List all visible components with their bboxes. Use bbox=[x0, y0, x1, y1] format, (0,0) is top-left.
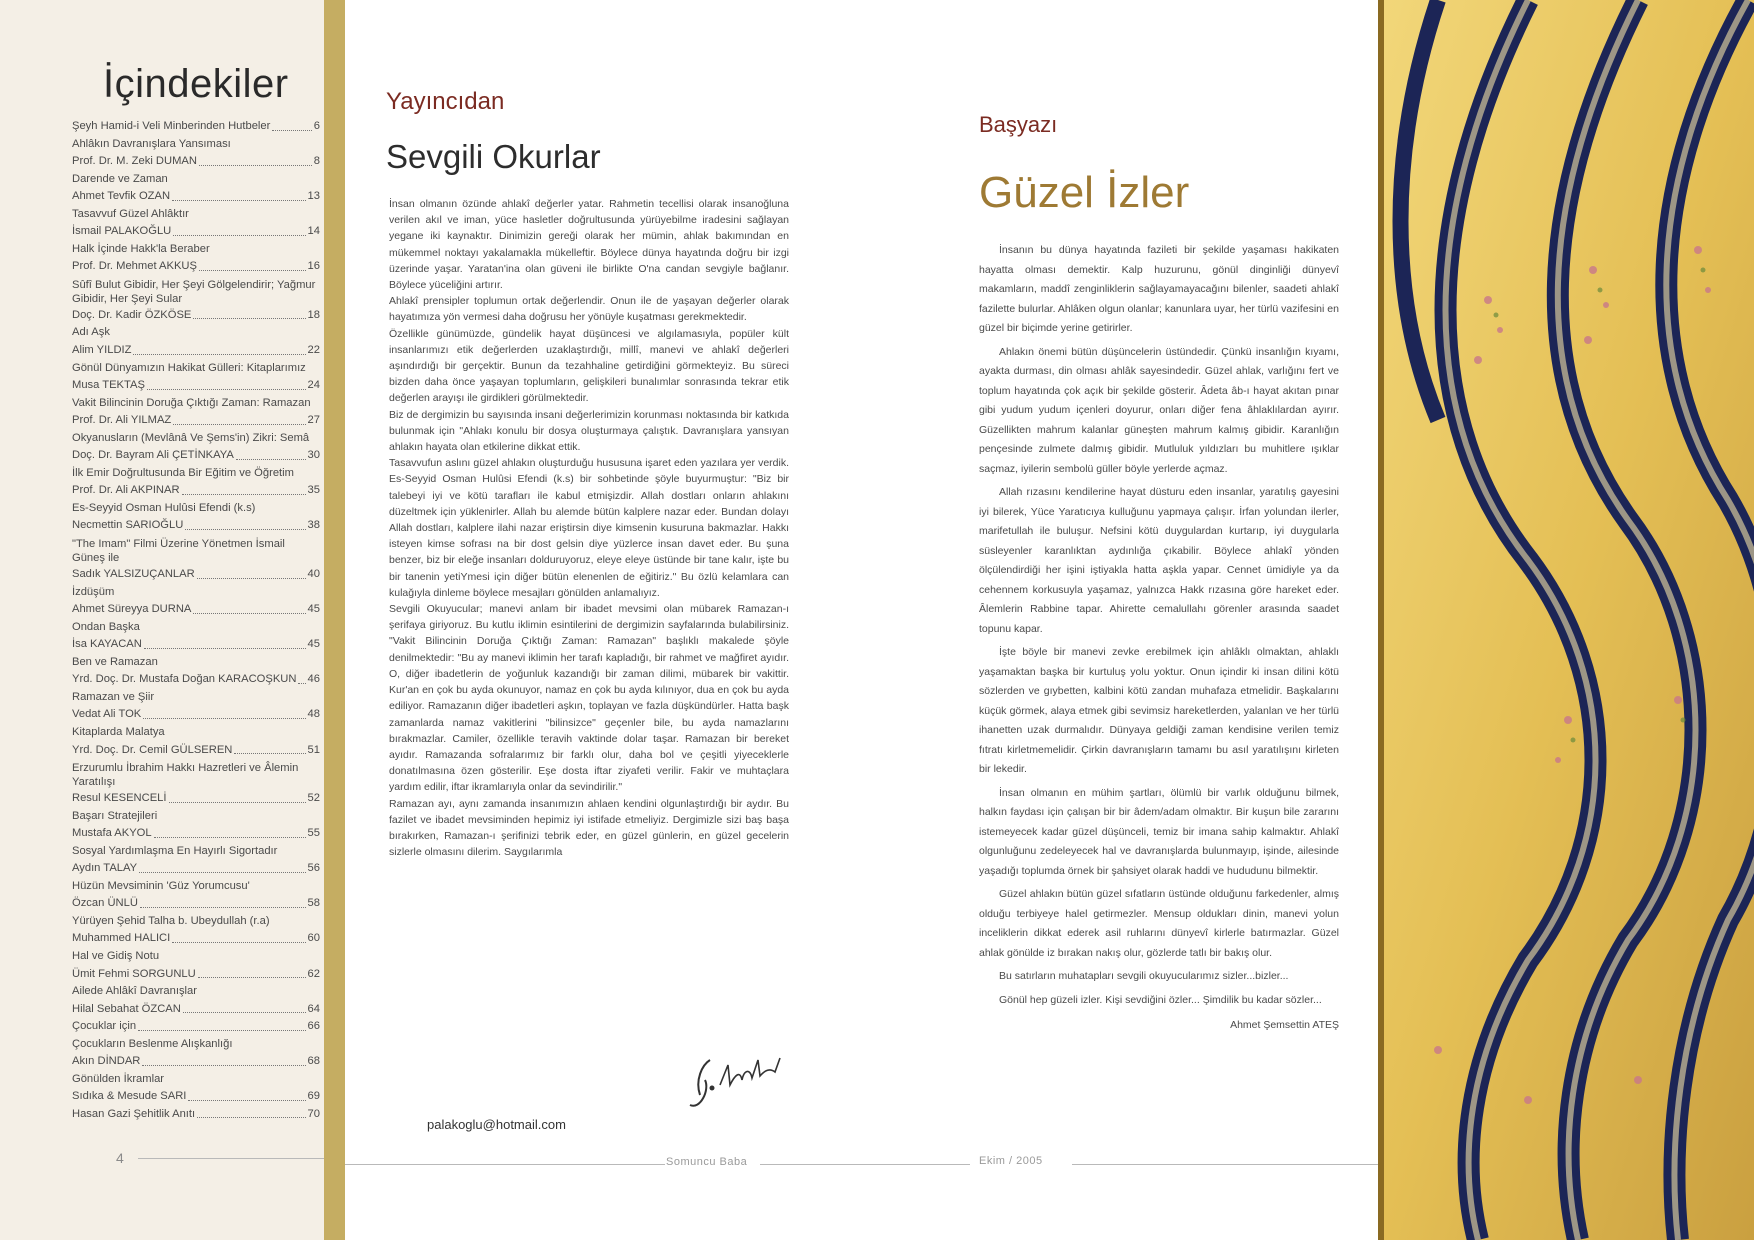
toc-item-page: 18 bbox=[307, 308, 320, 321]
gold-divider-band bbox=[324, 0, 345, 1240]
toc-item-text: Erzurumlu İbrahim Hakkı Hazretleri ve Âlemin Yaratılışı bbox=[72, 762, 299, 789]
toc-item-text: Prof. Dr. Ali YILMAZ bbox=[72, 414, 172, 427]
toc-item bbox=[72, 913, 320, 931]
toc-item-text: Resul KESENCELİ bbox=[72, 792, 167, 805]
toc-item-text: Vedat Ali TOK bbox=[72, 708, 142, 721]
toc-item-page: 68 bbox=[307, 1055, 320, 1068]
toc-leader-dots bbox=[138, 1018, 306, 1031]
toc-item bbox=[72, 930, 320, 948]
toc-item bbox=[72, 136, 320, 154]
toc-item bbox=[72, 724, 320, 742]
toc-item-page: 48 bbox=[307, 708, 320, 721]
article-paragraph: İnsanın bu dünya hayatında fazileti bir şekilde yaşaması hakikaten hayatta olması demektir. Kalp huzurunu, gönül dinginliği dünyevî makamların, maddî zenginliklerin sağlayamayacağını bilenler, saadeti ahlakî fazilette bulurlar. Ahlâken olgun olanlar; kanunlara uyar, her türlü vazifesini en güzel bir biçimde yerine getirirler. bbox=[979, 244, 1339, 334]
toc-item bbox=[72, 412, 320, 430]
toc-item bbox=[72, 223, 320, 241]
toc-item-text: Ümit Fehmi SORGUNLU bbox=[72, 967, 196, 980]
toc-item bbox=[72, 258, 320, 276]
toc-item bbox=[72, 517, 320, 535]
toc-item-text: Hilal Sebahat ÖZCAN bbox=[72, 1002, 181, 1015]
section-heading-basyazi: Başyazı bbox=[979, 112, 1058, 137]
toc-item bbox=[72, 808, 320, 826]
toc-item bbox=[72, 619, 320, 637]
toc-item bbox=[72, 671, 320, 689]
toc-item-page: 51 bbox=[307, 743, 320, 756]
toc-item-text: Alim YILDIZ bbox=[72, 344, 132, 357]
toc-item-text: Gönülden İkramlar bbox=[72, 1072, 165, 1085]
footer-date: Ekim / 2005 bbox=[979, 1155, 1043, 1167]
toc-item bbox=[72, 118, 320, 136]
toc-item-text: Hasan Gazi Şehitlik Anıtı bbox=[72, 1107, 196, 1120]
toc-item-text: Yrd. Doç. Dr. Mustafa Doğan KARACOŞKUN bbox=[72, 673, 297, 686]
toc-item-text: Ondan Başka bbox=[72, 620, 140, 633]
article-paragraph: Sevgili Okuyucular; manevi anlam bir ibadet mevsimi olan mübarek Ramazan-ı şerifaya giriyoruz. Bu kutlu iklimin esintilerini de dergimizin sayfalarında bulabilirsiniz. "Vakit Bilincinin Doruğa Çıktığı Zaman: Ramazan" başlıklı makalede şöyle denilmektedir: "Bu ay manevi iklimin her tarafı kapladığı, bir rahmet ve mağfiret ayıdır. O, diğer ibadetlerin de yoğunluk kazandığı bir zaman dilimi, mübarek bir vakittir. Kur'an en çok bu ayda okunuyor, namaz en çok bu ayda kılınıyor, dua en çok bu ayda ediliyor. Ramazanın diğer ibadetleri aşkın, toplayan ve fazla düşkündürler. Hatta başk zamanlarda namaz vakitlerini "bilinsizce" geçenler bile, bu ayda namazlarını bırakmazlar. Camiler, özellikle teravih vaktinde dolar taşar. Ramazan bir bereket ayıdır. Ramazanda sofralarımız bir farklı olur, daha bol ve çeşitli yiyeceklerle donatılmasına özen gösterilir. Eşe dosta iftar ziyafeti verilir. Fakir ve muhtaçlara yardım edilir, iftar ikramlarıyla onlar da sevindirilir." bbox=[389, 603, 789, 794]
toc-item-page: 64 bbox=[307, 1002, 320, 1015]
footer-rule-center bbox=[760, 1164, 970, 1165]
article-author: Ahmet Şemsettin ATEŞ bbox=[1230, 1019, 1339, 1031]
toc-item-text: Gönül Dünyamızın Hakikat Gülleri: Kitaplarımız bbox=[72, 361, 306, 374]
toc-item-page: 60 bbox=[307, 932, 320, 945]
toc-item-text: Mustafa AKYOL bbox=[72, 827, 152, 840]
toc-leader-dots bbox=[169, 790, 306, 803]
toc-item-page: 46 bbox=[307, 673, 320, 686]
toc-item bbox=[72, 188, 320, 206]
toc-item bbox=[72, 584, 320, 602]
toc-item-text: Aydın TALAY bbox=[72, 862, 138, 875]
footer-rule-center-left bbox=[345, 1164, 665, 1165]
toc-item-text: Necmettin SARIOĞLU bbox=[72, 519, 184, 532]
article-paragraph: Allah rızasını kendilerine hayat düsturu eden insanlar, yaratılış gayesini iyi bilerek, Yüce Yaratıcıya kulluğunu yapmaya çalışır. İrfan yolundan ilerler, marifetullah ile buluşur. Nefsini kötü duygulardan kurtarıp, iyi duygularla süsleyenler karanlıktan aydınlığa çıkabilir. Böylece ahlakî yönden ölçülendirdiği her işini iştiyakla hatta aşkla yapar. Cennet ümidiyle ya da cehennem korkusuyla yaşamaz, yalnızca Hakk rızasına göre hareket eder. Âlemlerin Rabbine tapar. Ahirette cemalullahı görenler arasında saadet topunu kapar. bbox=[979, 486, 1339, 635]
toc-item bbox=[72, 825, 320, 843]
toc-item-text: Sûfî Bulut Gibidir, Her Şeyi Gölgelendirir; Yağmur Gibidir, Her Şeyi Sular bbox=[72, 278, 316, 305]
toc-item bbox=[72, 153, 320, 171]
toc-item bbox=[72, 324, 320, 342]
toc-leader-dots bbox=[147, 377, 306, 390]
section-heading-yayincidan: Yayıncıdan bbox=[386, 88, 505, 115]
toc-leader-dots bbox=[185, 517, 305, 530]
illumination-artwork bbox=[1378, 0, 1754, 1240]
toc-item-page: 35 bbox=[307, 484, 320, 497]
signature-image bbox=[680, 1040, 800, 1125]
article-body-basyazi bbox=[979, 241, 1339, 1121]
article-paragraph: Bu satırların muhatapları sevgili okuyucularımız sizler...bizler... bbox=[999, 970, 1289, 982]
toc-item-page: 66 bbox=[307, 1020, 320, 1033]
toc-item-page: 14 bbox=[307, 225, 320, 238]
toc-item-text: Tasavvuf Güzel Ahlâktır bbox=[72, 207, 189, 220]
toc-item bbox=[72, 759, 320, 790]
toc-item-page: 40 bbox=[307, 568, 320, 581]
toc-leader-dots bbox=[142, 1053, 305, 1066]
toc-item-page: 30 bbox=[307, 449, 320, 462]
toc-item bbox=[72, 1036, 320, 1054]
page-number-left: 4 bbox=[116, 1150, 124, 1166]
toc-item bbox=[72, 966, 320, 984]
toc-item-text: "The Imam" Filmi Üzerine Yönetmen İsmail Güneş ile bbox=[72, 538, 285, 565]
toc-title: İçindekiler bbox=[103, 62, 289, 106]
toc-leader-dots bbox=[199, 153, 312, 166]
toc-item bbox=[72, 535, 320, 566]
toc-item-text: Ben ve Ramazan bbox=[72, 655, 158, 668]
toc-item bbox=[72, 948, 320, 966]
toc-item bbox=[72, 342, 320, 360]
toc-item-text: Kitaplarda Malatya bbox=[72, 725, 165, 738]
toc-item-page: 6 bbox=[313, 120, 320, 132]
footer-rule-left bbox=[138, 1158, 324, 1159]
toc-item bbox=[72, 1071, 320, 1089]
toc-item-text: İsa KAYACAN bbox=[72, 638, 142, 651]
toc-leader-dots bbox=[139, 860, 305, 873]
toc-item bbox=[72, 742, 320, 760]
toc-item bbox=[72, 241, 320, 259]
toc-item-text: Muhammed HALICI bbox=[72, 932, 171, 945]
toc-leader-dots bbox=[172, 930, 305, 943]
toc-item bbox=[72, 689, 320, 707]
toc-item bbox=[72, 636, 320, 654]
toc-item-page: 62 bbox=[307, 967, 320, 980]
article-paragraph: İnsan olmanın en mühim şartları, ölümlü bir varlık olduğunu bilmek, halkın faydası için çalışan bir bir âdem/adam olmaktır. Bir kuşun bile zararını istemeyecek kadar güzel düşünceli, temiz bir imana sahip kalmaktır. Ahlakî olgunluğunu zedeleyecek hal ve davranışlarda bulunmayıp, işinde, ailesinde yaşadığı toplumda örnek bir şahsiyet olarak haddi ve hududunu bilmektir. bbox=[979, 786, 1339, 877]
toc-item-page: 8 bbox=[313, 155, 320, 168]
toc-item-text: Es-Seyyid Osman Hulûsi Efendi (k.s) bbox=[72, 501, 256, 514]
toc-item bbox=[72, 500, 320, 518]
toc-item bbox=[72, 1106, 320, 1124]
toc-item-text: Ramazan ve Şiir bbox=[72, 690, 155, 703]
toc-item bbox=[72, 601, 320, 619]
toc-item-text: Okyanusların (Mevlânâ Ve Şems'in) Zikri: Semâ bbox=[72, 431, 310, 444]
toc-item bbox=[72, 171, 320, 189]
toc-item-page: 24 bbox=[307, 379, 320, 392]
toc-item bbox=[72, 706, 320, 724]
toc-item-text: Vakit Bilincinin Doruğa Çıktığı Zaman: Ramazan bbox=[72, 396, 311, 409]
toc-item-page: 58 bbox=[307, 897, 320, 910]
toc-item bbox=[72, 860, 320, 878]
toc-item-page: 38 bbox=[307, 519, 320, 532]
toc-leader-dots bbox=[154, 825, 306, 838]
toc-leader-dots bbox=[172, 188, 306, 201]
toc-item-text: İzdüşüm bbox=[72, 585, 115, 598]
toc-item-text: Çocukların Beslenme Alışkanlığı bbox=[72, 1037, 233, 1050]
toc-leader-dots bbox=[197, 1106, 305, 1119]
toc-item-text: Doç. Dr. Bayram Ali ÇETİNKAYA bbox=[72, 449, 234, 462]
toc-leader-dots bbox=[272, 118, 311, 131]
toc-leader-dots bbox=[193, 307, 305, 320]
toc-item-text: Sosyal Yardımlaşma En Hayırlı Sigortadır bbox=[72, 844, 278, 857]
toc-item-text: Özcan ÜNLÜ bbox=[72, 897, 138, 910]
toc-leader-dots bbox=[144, 636, 306, 649]
toc-item-page: 45 bbox=[307, 603, 320, 616]
article-paragraph: Tasavvufun aslını güzel ahlakın oluşturduğu hususuna işaret eden yazılara yer verdik. Es-Seyyid Osman Hulûsi Efendi (k.s) bir sohbetinde şöyle buyurmuştur: "Biz bir talebeyi iyi ve kötü tarafları ile kabul etmişizdir. Allah dostları onların ahlakını düzeltmek için yüklenirler. Allah bu alemde bütün kalplere nazar eder. Bundan dolayı Allah dostları, kalplere ilahi nazar eriştirsin diye kimsenin kusuruna bakmazlar. Hakkı isteyen kimse sofrası na bir dost gelsin diye yüzlerce insan davet eder. Bu şuna benzer, biz bir eleğe insanları dolduruyoruz, eleye eleye üstünde bir tane kalır, işte bu bir tanenin yetiYmesi için diğer bütün elenenlen de eğitiriz." Bu özlü kelamlara can kulağıyla dinleme böylece mesajları gönülden anlamalıyız. bbox=[389, 457, 789, 599]
toc-item-page: 69 bbox=[307, 1090, 320, 1103]
article-paragraph: Ahlakî prensipler toplumun ortak değerlendir. Onun ile de yaşayan değerler olarak hayatımıza yön vermesi daha doğrusu her yönüyle kuşatması gerekmektedir. bbox=[389, 295, 789, 324]
toc-item bbox=[72, 430, 320, 448]
toc-item bbox=[72, 482, 320, 500]
toc-item-text: Hal ve Gidiş Notu bbox=[72, 949, 160, 962]
toc-item-text: Prof. Dr. Ali AKPINAR bbox=[72, 484, 180, 497]
toc-item-text: Sadık YALSIZUÇANLAR bbox=[72, 568, 195, 581]
toc-item bbox=[72, 1053, 320, 1071]
toc-item-text: İlk Emir Doğrultusunda Bir Eğitim ve Öğretim bbox=[72, 466, 294, 479]
toc-item-text: Şeyh Hamid-i Veli Minberinden Hutbeler bbox=[72, 120, 271, 132]
toc-list bbox=[72, 118, 320, 1123]
toc-item bbox=[72, 1018, 320, 1036]
article-body-yayincidan bbox=[389, 196, 789, 936]
footer-rule-right bbox=[1072, 1164, 1378, 1165]
toc-item bbox=[72, 465, 320, 483]
toc-leader-dots bbox=[188, 1088, 305, 1101]
toc-item-page: 27 bbox=[307, 414, 320, 427]
toc-item bbox=[72, 276, 320, 307]
toc-item-text: Ahmet Süreyya DURNA bbox=[72, 603, 192, 616]
article-paragraph: Ahlakın önemi bütün düşüncelerin üstündedir. Çünkü insanlığın kıyamı, ayakta durması, din olması ahlâk sayesindedir. Güzel ahlak, varlığını fert ve toplum hayatında çok açık bir şekilde gösterir. Âdeta âb-ı hayat akıtan pınar gibi yudum yudum içenleri doyurur, onları diğer fena âhlaklılardan ayırır. Güzellikten mahrum kalanlar güneşten mahrum kalmış gibidir. Karanlığın pençesinde zulmete dalmış gibidir. Mutluluk yıldızları bu muhitlere ışıklar saçmaz, iyilerin sembolü güller böyle yerlerde açmaz. bbox=[979, 345, 1339, 475]
toc-item-page: 70 bbox=[307, 1107, 320, 1120]
toc-item-text: Başarı Stratejileri bbox=[72, 809, 158, 822]
toc-leader-dots bbox=[198, 966, 306, 979]
toc-item-text: Doç. Dr. Kadir ÖZKÖSE bbox=[72, 308, 192, 321]
article-paragraph: İşte böyle bir manevi zevke erebilmek için ahlâklı olmaktan, ahlaklı yaşamaktan başka bir kurtuluş yolu yoktur. Onun içindir ki insan dilini kötü sözlerden ve gıybetten, kalbini kötü zandan muhafaza etmelidir. Başkalarını küçük görmek, alaya etmek gibi sevimsiz hareketlerden, yalanlan ve her türlü ihanetten uzak durmalıdır. Dünyaya geldiği zaman kendisine verilen temiz fıtratı kirletmemelidir. Çirkin davranışların tamamı bu asıl yaratılışını kirleten bir lekedir. bbox=[979, 646, 1339, 775]
toc-item-text: Sıdıka & Mesude SARI bbox=[72, 1090, 187, 1103]
article-paragraph: Gönül hep güzeli izler. Kişi sevdiğini özler... Şimdilik bu kadar sözler... bbox=[999, 993, 1322, 1006]
toc-item bbox=[72, 360, 320, 378]
toc-item-text: Prof. Dr. Mehmet AKKUŞ bbox=[72, 260, 197, 273]
toc-leader-dots bbox=[133, 342, 305, 355]
article-paragraph: Biz de dergimizin bu sayısında insani değerlerimizin korunması noktasında bir katkıda bulunmak için "Ahlakı konulu bir dosya oluşturmaya çalıştık. Davranışlara yansıyan ahlakın hayata olan etkilerine dikkat ettik. bbox=[389, 408, 789, 454]
toc-item-text: Hüzün Mevsiminin 'Güz Yorumcusu' bbox=[72, 879, 250, 892]
toc-item-text: Adı Aşk bbox=[72, 326, 110, 339]
toc-item bbox=[72, 377, 320, 395]
toc-leader-dots bbox=[197, 566, 306, 579]
toc-leader-dots bbox=[183, 1001, 306, 1014]
toc-item bbox=[72, 395, 320, 413]
toc-item-text: Yürüyen Şehid Talha b. Ubeydullah (r.a) bbox=[72, 914, 270, 927]
toc-leader-dots bbox=[182, 482, 306, 495]
toc-item bbox=[72, 307, 320, 325]
toc-item-text: Yrd. Doç. Dr. Cemil GÜLSEREN bbox=[72, 743, 233, 756]
toc-item-text: Prof. Dr. M. Zeki DUMAN bbox=[72, 155, 197, 168]
toc-item bbox=[72, 206, 320, 224]
article-paragraph: Ramazan ayı, aynı zamanda insanımızın ahlaen kendini olgunlaştırdığı bir aydır. Bu fazilet ve ibadet mevsiminden hepimiz iyi istifade etmeliyiz. Dergimizle sizi baş başa bırakırken, Ramazan-ı şerifinizi tebrik eder, en güzel günlerin, en güzel gecelerin sizlerle olmasını dilerim. Saygılarımla bbox=[389, 797, 789, 859]
toc-item-page: 16 bbox=[307, 260, 320, 273]
toc-item-page: 56 bbox=[307, 862, 320, 875]
toc-item bbox=[72, 654, 320, 672]
toc-leader-dots bbox=[173, 412, 305, 425]
article-paragraph: Özellikle günümüzde, gündelik hayat düşüncesi ve algılamasıyla, popüler kült insanlarımızı etik değerlerden uzaklaştırdığı, millî, manevi ve ahlakî değerleri aşındırdığı bir gerçektir. Bunun da tezahhaline getirdiğini görmekteyiz. Bu süreci bizden daha önce yaşayan toplumların, gelişkileri bunalımlar sonrasında tekrar etik değerlen arayışı ile girdikleri görülmektedir. bbox=[389, 327, 789, 405]
article-title-sevgili-okurlar: Sevgili Okurlar bbox=[386, 138, 601, 175]
toc-leader-dots bbox=[234, 742, 305, 755]
toc-leader-dots bbox=[236, 447, 306, 460]
toc-leader-dots bbox=[173, 223, 305, 236]
toc-item-page: 52 bbox=[307, 792, 320, 805]
toc-item bbox=[72, 566, 320, 584]
toc-item-text: Musa TEKTAŞ bbox=[72, 379, 145, 392]
toc-item-page: 13 bbox=[307, 190, 320, 203]
toc-leader-dots bbox=[199, 258, 306, 271]
toc-item bbox=[72, 983, 320, 1001]
toc-item-text: İsmail PALAKOĞLU bbox=[72, 225, 172, 238]
toc-item-text: Çocuklar için bbox=[72, 1020, 137, 1033]
toc-item-page: 22 bbox=[307, 344, 320, 357]
toc-item bbox=[72, 878, 320, 896]
toc-leader-dots bbox=[140, 895, 306, 908]
toc-item-page: 45 bbox=[307, 638, 320, 651]
toc-item bbox=[72, 843, 320, 861]
toc-item bbox=[72, 790, 320, 808]
article-paragraph: İnsan olmanın özünde ahlakî değerler yatar. Rahmetin tecellisi olarak insanoğluna verilen akıl ve iman, yüce hasletler doğrultusunda yürüyebilme iradesini sağlayan yegane iki kaynaktır. Dinimizin gereği olarak her mümin, ahlak bakımından en mükemmel noktayı yakalamakla mükelleftir. Böylece dünya hayatında doğru bir izgi üzerinde yaşar. Yaratan'ina olan güveni ile birlikte O'na candan sevgiyle bağlanır. Böylece yüceliğini artırır. bbox=[389, 198, 789, 292]
toc-leader-dots bbox=[193, 601, 305, 614]
toc-item-text: Darende ve Zaman bbox=[72, 172, 168, 185]
toc-item-text: Ahlâkın Davranışlara Yansıması bbox=[72, 137, 231, 150]
article-title-guzel-izler: Güzel İzler bbox=[979, 168, 1190, 217]
toc-item-text: Akın DİNDAR bbox=[72, 1055, 141, 1068]
toc-item-page: 55 bbox=[307, 827, 320, 840]
email-link[interactable]: palakoglu@hotmail.com bbox=[427, 1117, 566, 1132]
footer-magazine-name: Somuncu Baba bbox=[666, 1156, 748, 1168]
toc-item-text: Ailede Ahlâkî Davranışlar bbox=[72, 985, 197, 998]
toc-item bbox=[72, 1001, 320, 1019]
toc-leader-dots bbox=[298, 671, 305, 684]
article-paragraph: Güzel ahlakın bütün güzel sıfatların üstünde olduğunu farkedenler, almış olduğu terbiyeye halel getirmezler. Mensup oldukları dinin, manevi yolun inceliklerin dikkat ederek asil ruhlarını dünyevî kirlerle batırmazlar. Güzel ahlak gönülde iz bırakan nakış olur, gözlerde tatlı bir bakış olur. bbox=[979, 888, 1339, 959]
toc-leader-dots bbox=[143, 706, 305, 719]
toc-item bbox=[72, 895, 320, 913]
toc-item bbox=[72, 447, 320, 465]
toc-item-text: Halk İçinde Hakk'la Beraber bbox=[72, 242, 210, 255]
toc-item bbox=[72, 1088, 320, 1106]
toc-item-text: Ahmet Tevfik OZAN bbox=[72, 190, 171, 203]
